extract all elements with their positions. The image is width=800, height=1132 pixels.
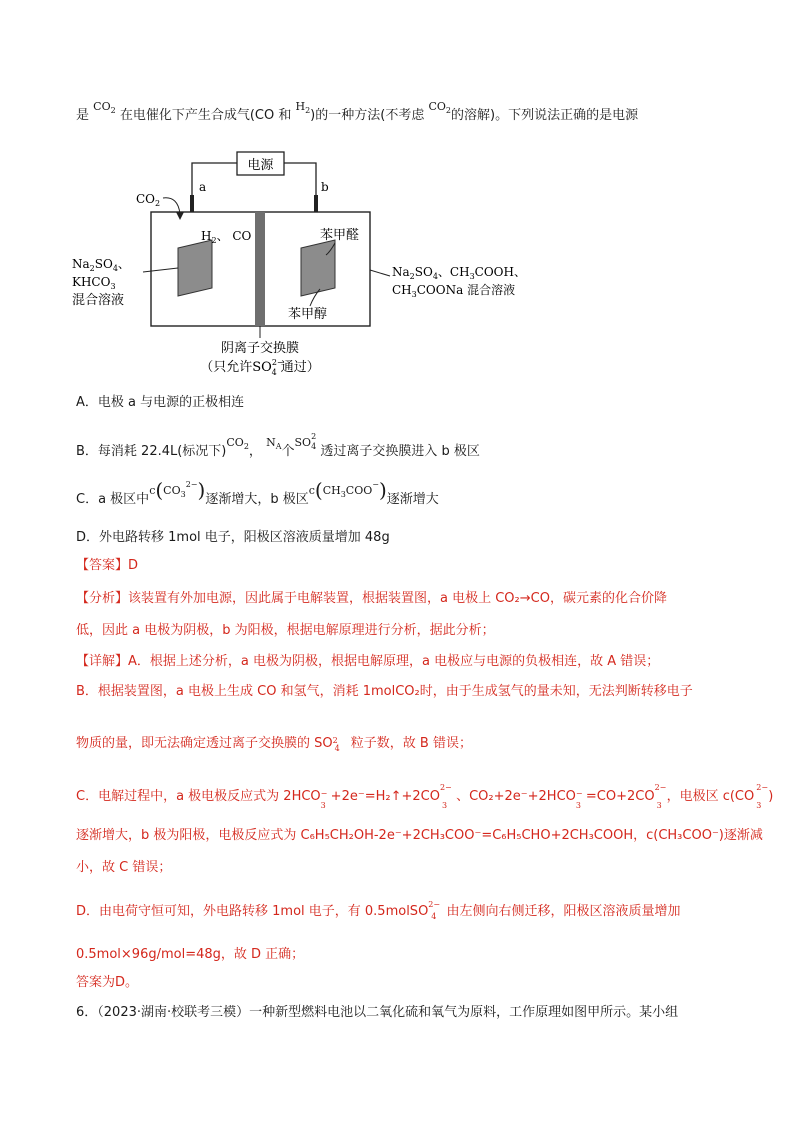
detail-c-text-2: 逐渐增大，b 极为阳极，电极反应式为 C₆H₅CH₂OH-2e⁻+2CH₃COO⁻=C₆H₅CHO+2CH₃COOH，c(CH₃COO⁻)逐渐减 (76, 828, 763, 843)
option-c-text-2: 逐渐增大，b 极区 (205, 492, 309, 507)
option-c-sp1-sup: 2− (185, 480, 198, 489)
option-c-sp1: CO (163, 484, 181, 497)
detail-d-1 (76, 902, 680, 922)
co2-input-label (136, 192, 160, 208)
detail-b-text-2a: 物质的量，即无法确定透过离子交换膜的 SO (76, 736, 333, 751)
detail-c-1c: 、CO₂+2e⁻+2HCO (456, 789, 576, 804)
ls1c: 、 (117, 257, 130, 271)
co3-sub-1: 3 (441, 801, 448, 810)
benzaldehyde-label: 苯甲醛 (320, 228, 360, 243)
detail-a (76, 652, 659, 672)
electrode-a-plate (178, 240, 212, 296)
analysis-text-2: 低，因此 a 电极为阴极，b 为阳极，根据电解原理进行分析，据此分析； (76, 623, 495, 638)
h2-formula (295, 100, 310, 113)
option-c-sp2-sub: 3 (340, 490, 346, 499)
left-products (201, 229, 252, 245)
h2-product-sub: 2 (211, 236, 217, 245)
hco3-sup-1: − (320, 789, 328, 798)
conclusion (76, 973, 138, 993)
left-solution-line3: 混合溶液 (72, 293, 125, 308)
intro-text-2: 在电催化下产生合成气(CO 和 (119, 108, 292, 123)
detail-d-1b: 由左侧向右侧迁移，阳极区溶液质量增加 (446, 904, 681, 919)
hco3-sup-2: − (575, 789, 583, 798)
analysis-line-1 (76, 589, 667, 609)
h2-text: H (295, 100, 306, 113)
left-solution-line1 (72, 257, 130, 273)
benzyl-alcohol-label: 苯甲醇 (288, 307, 328, 322)
right-pointer (370, 270, 390, 276)
detail-d-1a: D．由电荷守恒可知，外电路转移 1mol 电子，有 0.5molSO (76, 904, 429, 919)
right-solution-line2 (392, 282, 515, 299)
co3-sup-3: 2− (756, 783, 769, 792)
membrane-note-sub: 4 (271, 368, 277, 377)
ls2: KHCO (72, 275, 111, 289)
co2-text: CO (93, 100, 111, 113)
co3-sub-3: 3 (756, 801, 762, 810)
anion-exchange-membrane (255, 212, 265, 326)
close-paren-1: ) (197, 478, 206, 502)
option-b-so4 (294, 432, 317, 451)
detail-b-text-1: B．根据装置图，a 电极上生成 CO 和氢气，消耗 1molCO₂时，由于生成氢气的量未知，无法判断转移电子 (76, 684, 693, 699)
detail-c-1d: =CO+2CO (585, 789, 655, 804)
membrane-note-a: （只允许SO (200, 360, 272, 375)
detail-b-sup: 2 (332, 736, 338, 745)
option-b-so4-text: SO (294, 436, 312, 449)
option-c-sp2: CH (322, 484, 341, 497)
option-c-text-3: 逐渐增大 (386, 492, 439, 507)
electrode-a-label: a (199, 180, 207, 194)
detail-d-text-2: 0.5mol×96g/mol=48g，故 D 正确； (76, 947, 305, 962)
h2-product: H (201, 229, 212, 243)
option-b-text-1: B．每消耗 22.4L(标况下) (76, 444, 227, 459)
co3-sup-1: 2− (439, 783, 452, 792)
option-b-comma: ， (248, 444, 262, 459)
ls1b: SO (94, 257, 113, 271)
open-paren-1: ( (155, 478, 164, 502)
option-b-co2-text: CO (226, 436, 244, 449)
co3-sup-2: 2− (654, 783, 667, 792)
detail-c-3 (76, 858, 171, 878)
rs2b: COONa 混合溶液 (416, 283, 516, 297)
option-c-sp1-sub: 3 (180, 490, 186, 499)
analysis-text-1: 【分析】该装置有外加电源，因此属于电解装置，根据装置图，a 电极上 CO₂→CO，碳元素的化合价降 (76, 591, 667, 606)
co2-sub: 2 (110, 106, 116, 115)
option-b (76, 432, 480, 466)
option-c-c1 (149, 478, 206, 502)
option-b-so4-sup: 2 (311, 432, 317, 441)
membrane-note (200, 358, 319, 377)
rs1sub: 2 (409, 272, 415, 281)
detail-c-1b: +2e⁻=H₂↑+2CO (330, 789, 440, 804)
rs1c: 、CH (437, 265, 470, 279)
electrolysis-diagram (0, 140, 800, 380)
co3-sub-2: 3 (656, 801, 662, 810)
electrode-b-plate (301, 240, 335, 296)
rs1a: Na (392, 265, 410, 279)
membrane-note-b: 通过） (280, 360, 320, 375)
close-paren-2: ) (378, 478, 387, 502)
option-b-na-text: N (266, 436, 276, 449)
intro-line (76, 100, 639, 130)
co-product: 、 CO (216, 229, 252, 243)
co2-input-text: CO (136, 192, 156, 206)
rs1sub2: 4 (432, 272, 438, 281)
detail-b-1 (76, 682, 693, 702)
ls2sub: 3 (110, 282, 116, 291)
hco3-sub-1: 3 (320, 801, 326, 810)
next-question-text: 6．（2023·湖南·校联考三模）一种新型燃料电池以二氧化硫和氧气为原料，工作原理如图甲所示。某小组 (76, 1005, 679, 1020)
electrode-b-label: b (321, 180, 329, 194)
intro-text-3: )的一种方法(不考虑 (310, 108, 425, 123)
power-label: 电源 (247, 158, 274, 173)
answer-text: 【答案】D (76, 558, 139, 573)
option-a-text: A．电极 a 与电源的正极相连 (76, 395, 245, 410)
detail-b-sub: 4 (334, 744, 340, 753)
detail-c-1f: ) (768, 789, 774, 804)
detail-b-text-2b: 粒子数，故 B 错误； (350, 736, 472, 751)
option-d-text: D．外电路转移 1mol 电子，阳极区溶液质量增加 48g (76, 530, 390, 545)
so4-sub-d: 4 (431, 912, 437, 921)
hco3-sub-2: 3 (575, 801, 581, 810)
detail-c-1 (76, 783, 774, 810)
h2-sub: 2 (305, 106, 311, 115)
co2-sub-2: 2 (445, 106, 451, 115)
co2-formula (93, 100, 116, 113)
ls1a: Na (72, 257, 90, 271)
membrane-note-sup: 2− (271, 358, 284, 367)
detail-c-1e: ，电极区 c(CO (666, 789, 755, 804)
conclusion-text: 答案为D。 (76, 975, 139, 990)
option-b-co2 (226, 436, 249, 449)
option-c-c1-text: c (149, 484, 156, 497)
analysis-line-2 (76, 621, 495, 641)
rs2a: CH (392, 283, 412, 297)
rs1d: COOH、 (474, 265, 526, 279)
ls1sub2: 4 (112, 264, 118, 273)
co2-text-2: CO (428, 100, 446, 113)
membrane-label: 阴离子交换膜 (220, 341, 300, 356)
rs1b: SO (414, 265, 433, 279)
option-c-text-1: C．a 极区中 (76, 492, 150, 507)
open-paren-2: ( (314, 478, 323, 502)
rs1sub3: 3 (469, 272, 475, 281)
right-solution-line1 (392, 265, 526, 281)
option-c (76, 478, 439, 514)
detail-a-text: 【详解】A．根据上述分析，a 电极为阴极，根据电解原理，a 电极应与电源的负极相连，故 A 错误； (76, 654, 660, 669)
option-b-na-sub: A (275, 442, 282, 451)
ls1sub: 2 (89, 264, 95, 273)
option-c-sp2-b: COO (345, 484, 373, 497)
co2-input-sub: 2 (155, 199, 161, 208)
detail-c-2 (76, 826, 763, 846)
option-c-c2-text: c (308, 484, 315, 497)
answer-label (76, 556, 138, 576)
left-solution-line2 (72, 275, 116, 291)
option-a (76, 393, 244, 413)
option-b-text-2: 透过离子交换膜进入 b 极区 (320, 444, 480, 459)
option-b-na (266, 436, 281, 449)
option-b-co2-sub: 2 (243, 442, 249, 451)
detail-c-text-3: 小，故 C 错误； (76, 860, 172, 875)
rs2sub: 3 (411, 290, 417, 299)
intro-text-1: 是 (76, 108, 90, 123)
option-b-ge: 个 (281, 444, 295, 459)
detail-b-2 (76, 734, 472, 754)
intro-text-4: 的溶解)。下列说法正确的是电源 (451, 108, 639, 123)
so4-sup-d: 2− (428, 900, 441, 909)
detail-c-1a: C．电解过程中，a 极电极反应式为 2HCO (76, 789, 321, 804)
option-d (76, 528, 390, 548)
co2-formula-2 (428, 100, 451, 113)
detail-d-2 (76, 945, 304, 965)
next-question (76, 1003, 678, 1023)
option-c-c2 (308, 478, 387, 502)
option-b-so4-sub: 4 (311, 442, 317, 451)
option-c-sp2-sup: − (372, 480, 379, 489)
